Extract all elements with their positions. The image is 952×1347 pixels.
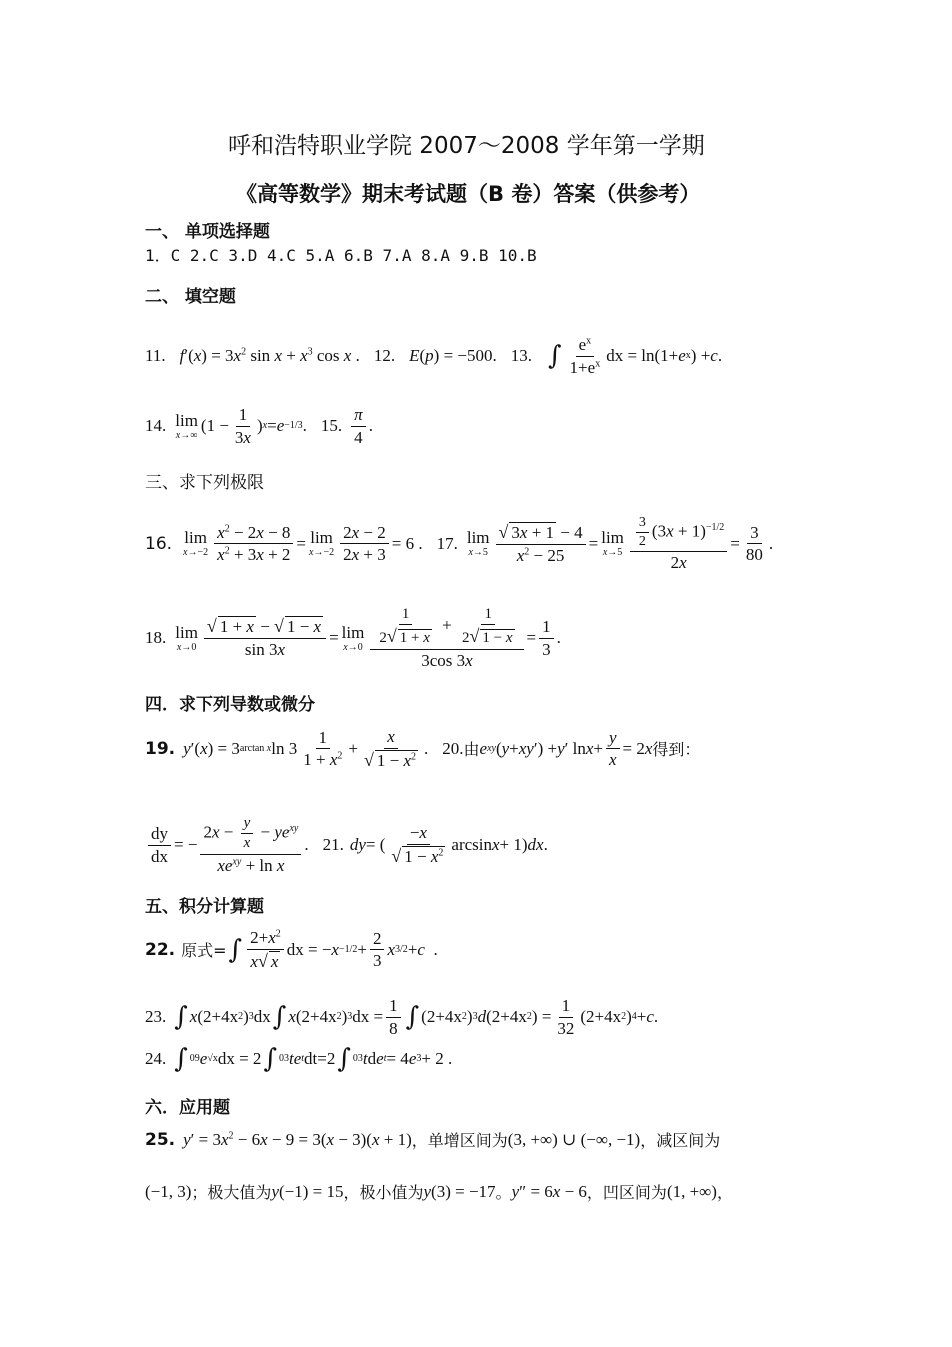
q25-min: y(3) = −17 <box>423 1181 496 1201</box>
q25-text-end: ， <box>716 1183 733 1202</box>
q14-formula: lim x→∞ (1 − $\frac{1}{3x}$ ) x = e −1/3 . <box>175 405 307 447</box>
q25-text-increase: ，单增区间为 <box>411 1131 508 1150</box>
answer-line-14-15 <box>145 405 373 447</box>
q25-max: y(−1) = 15 <box>271 1181 344 1201</box>
q24-formula: ∫ 0 9 e √x dx = 2 ∫ 0 3 te t dt=2 ∫ 0 3 t d e t = 4 e 3 + 2 . <box>174 1044 453 1074</box>
q20-label: 20. <box>442 738 464 758</box>
q22-label: 22. <box>145 939 176 960</box>
q17-label: 17. <box>436 533 458 553</box>
q12-formula: E(p) = −500. <box>409 346 497 366</box>
q16-formula: lim x→−2 $\frac{x^2 - 2x - 8}{x^2 + 3x + 2}$ = lim x→−2 $\frac{2x - 2}{2x + 3}$ = 6 . <box>183 522 423 565</box>
q25-label: 25. <box>145 1129 176 1150</box>
q25-text-period: 。 <box>495 1183 512 1202</box>
page-title: 呼和浩特职业学院 2007～2008 学年第一学期 <box>228 133 705 159</box>
answer-line-11-13 <box>145 335 722 377</box>
q18-label: 18. <box>145 628 167 648</box>
q21-formula: dy = ( $\frac{-x}{√ 1 - x^2}$ arcsin x + 1) dx . <box>349 823 548 866</box>
q24-label: 24. <box>145 1049 167 1068</box>
q16-label: 16. <box>145 533 173 554</box>
q13-label: 13. <box>510 346 532 366</box>
q25-text-max: ；极大值为 <box>191 1183 272 1202</box>
q23-formula: ∫ x (2+4x 2 ) 3 dx ∫ x (2+4x 2 ) 3 dx = $\frac{1}{8}$ ∫ (2+4x 2 ) 3 d (2+4x 2 ) = $\frac{1}{32}$ (2+4x 2 ) 4 + c . <box>174 996 659 1038</box>
q15-formula: $\frac{\pi}{4}$ . <box>348 405 373 447</box>
answer-line-24 <box>145 1046 452 1072</box>
q19-formula: y ′( x ) = 3 arctan x ln 3 $\frac{1}{1 + x^2}$ + $\frac{x}{√ 1 - x^2}$ . <box>183 727 429 770</box>
q20-result: $\frac{dy}{dx}$ = − 2x − $\frac{y}{x}$ − $ye^{xy}$ $xe^{xy} + \ln x$ . <box>145 815 309 875</box>
section-heading-fill: 二、 填空题 <box>145 287 236 307</box>
q18-formula: lim x→0 $\frac{√ 1 + x - √ 1 - x}{\sin 3x}$ = lim x→0 $\frac{1}{2√ 1 + x}$ + $\frac{1}{2√ 1 - x}$ 3cos 3x = $\frac{1}{3}$ . <box>175 606 561 670</box>
section-heading-limits: 三、求下列极限 <box>145 473 264 493</box>
q25-text-concave: ，凹区间为 <box>586 1183 667 1202</box>
q19-label: 19. <box>145 738 176 759</box>
answer-line-20-21 <box>145 815 548 875</box>
section-heading-applications: 六．应用题 <box>145 1098 230 1118</box>
q25-decrease-interval: (−1, 3) <box>145 1181 192 1201</box>
answer-line-22 <box>145 928 438 971</box>
q25-text-decrease: ，减区间为 <box>640 1131 721 1150</box>
q14-label: 14. <box>145 416 167 436</box>
q20-formula: e xy ( y + xy ′) + y ′ ln x + $\frac{y}{x}$ = 2 x <box>479 727 653 770</box>
q12-label: 12. <box>373 346 396 366</box>
answer-line-16-17 <box>145 515 773 573</box>
q13-formula: ∫ $\frac{e^x}{1+e^x}$ dx = ln(1+ e x ) + c . <box>548 335 723 377</box>
q25-text-min: ，极小值为 <box>343 1183 424 1202</box>
q21-label: 21. <box>322 835 344 855</box>
q15-label: 15. <box>320 416 343 436</box>
answer-line-19-20 <box>145 727 700 770</box>
q20-prefix: 由 <box>463 740 480 760</box>
q25-increase-interval: (3, +∞) ∪ (−∞, −1) <box>507 1129 641 1149</box>
q11-label: 11. <box>145 346 166 366</box>
q11-formula: $f'(x) = 3x^2$ $\sin x + x^3$ cos x . <box>179 346 360 366</box>
q25-concave-interval: (1, +∞) <box>666 1181 717 1201</box>
section-heading-choice: 一、 单项选择题 <box>145 222 270 242</box>
q22-prefix: 原式= <box>181 941 227 961</box>
page-subtitle: 《高等数学》期末考试题（B 卷）答案（供参考） <box>236 182 701 206</box>
q23-label: 23. <box>145 1007 167 1027</box>
choice-answers: 1．C 2.C 3.D 4.C 5.A 6.B 7.A 8.A 9.B 10.B <box>145 246 537 265</box>
q25-derivative: $y' = 3x^2 - 6x - 9 = 3(x - 3)(x + 1)$ <box>183 1129 412 1149</box>
answer-line-18 <box>145 606 561 670</box>
answer-line-25b <box>145 1180 733 1203</box>
answer-line-23 <box>145 996 658 1038</box>
section-heading-derivatives: 四．求下列导数或微分 <box>145 695 315 715</box>
section-heading-integrals: 五、积分计算题 <box>145 897 264 917</box>
answer-line-25a <box>145 1128 720 1151</box>
q17-formula: lim x→5 $\frac{√ 3x + 1 - 4}{x^2 - 25}$ = lim x→5 $\frac{3}{2}$ $(3x + 1)^{-1/2}$ 2x = $\frac{3}{80}$ . <box>466 515 774 573</box>
q22-formula: ∫ $\frac{2+x^2}{x√ x}$ dx = − x −1/2 + $\frac{2}{3}$ x 3/2 + c . <box>228 928 438 971</box>
q25-second-derivative: y″ = 6x − 6 <box>511 1181 587 1201</box>
q20-suffix: 得到： <box>652 740 701 760</box>
